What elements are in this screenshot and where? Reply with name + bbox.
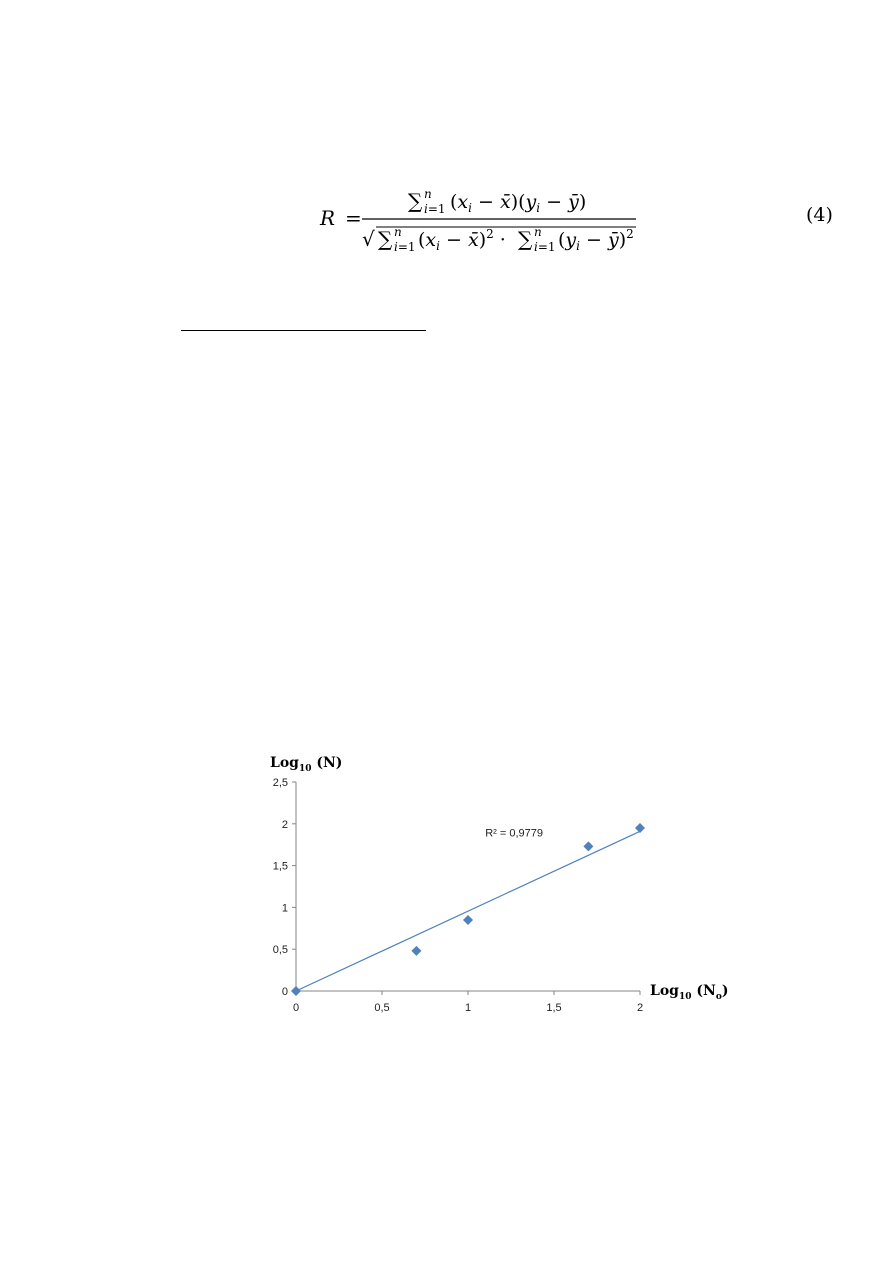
x-axis-title: Log$_{10}$ $(N_o)$ <box>650 983 729 1002</box>
x-tick-label: 2 <box>636 1002 644 1014</box>
correlation-equation <box>300 180 840 260</box>
y-tick-label: 1 <box>281 902 288 915</box>
equation-equals: = <box>345 206 362 230</box>
data-point <box>583 841 593 851</box>
equation-lhs: R <box>320 206 336 230</box>
svg-text:i=1: i=1 <box>534 240 556 254</box>
equation-number: (4) <box>806 204 833 226</box>
svg-text:n: n <box>394 225 402 239</box>
data-point <box>291 986 301 996</box>
r-squared-label: R² = 0,9779 <box>485 827 543 840</box>
svg-text:n: n <box>534 225 542 239</box>
svg-text:∑: ∑ <box>408 189 423 213</box>
x-tick-label: 1,5 <box>546 1002 562 1014</box>
y-tick-label: 2,5 <box>272 777 288 789</box>
svg-text:(yi − ȳ)2: ($y_i$ − ȳ)$^2$ <box>558 227 634 253</box>
svg-text:i=1: i=1 <box>424 202 446 216</box>
trendline <box>296 831 640 991</box>
x-tick-label: 1 <box>464 1002 472 1014</box>
chart-svg <box>250 745 750 1025</box>
data-point <box>635 823 645 833</box>
svg-text:∑: ∑ <box>378 227 393 251</box>
y-axis-title: Log$_{10}$ (N) <box>270 755 343 774</box>
y-tick-label: 1,5 <box>272 860 288 873</box>
svg-text:i=1: i=1 <box>394 240 416 254</box>
svg-text:(xi − x̄)2 ·: ($x_i$ − x̄)$^2$ · <box>418 227 506 253</box>
svg-text:(xi − x̄)(yi − ȳ): ($x_i$ − $x̄)(y_i$ − ȳ) <box>450 191 587 215</box>
y-tick-label: 0,5 <box>272 944 288 957</box>
equation-numerator <box>408 187 586 216</box>
data-point <box>463 915 473 925</box>
svg-text:√: √ <box>362 227 375 251</box>
data-point <box>411 946 421 956</box>
y-tick-label: 0 <box>281 986 288 998</box>
svg-text:n: n <box>424 187 432 201</box>
x-tick-label: 0,5 <box>374 1002 390 1014</box>
footnote-separator <box>181 330 426 331</box>
svg-text:∑: ∑ <box>518 227 533 251</box>
scatter-chart <box>250 745 750 1025</box>
x-tick-label: 0 <box>292 1002 300 1014</box>
y-tick-label: 2 <box>281 818 288 831</box>
equation-denominator <box>362 225 636 254</box>
